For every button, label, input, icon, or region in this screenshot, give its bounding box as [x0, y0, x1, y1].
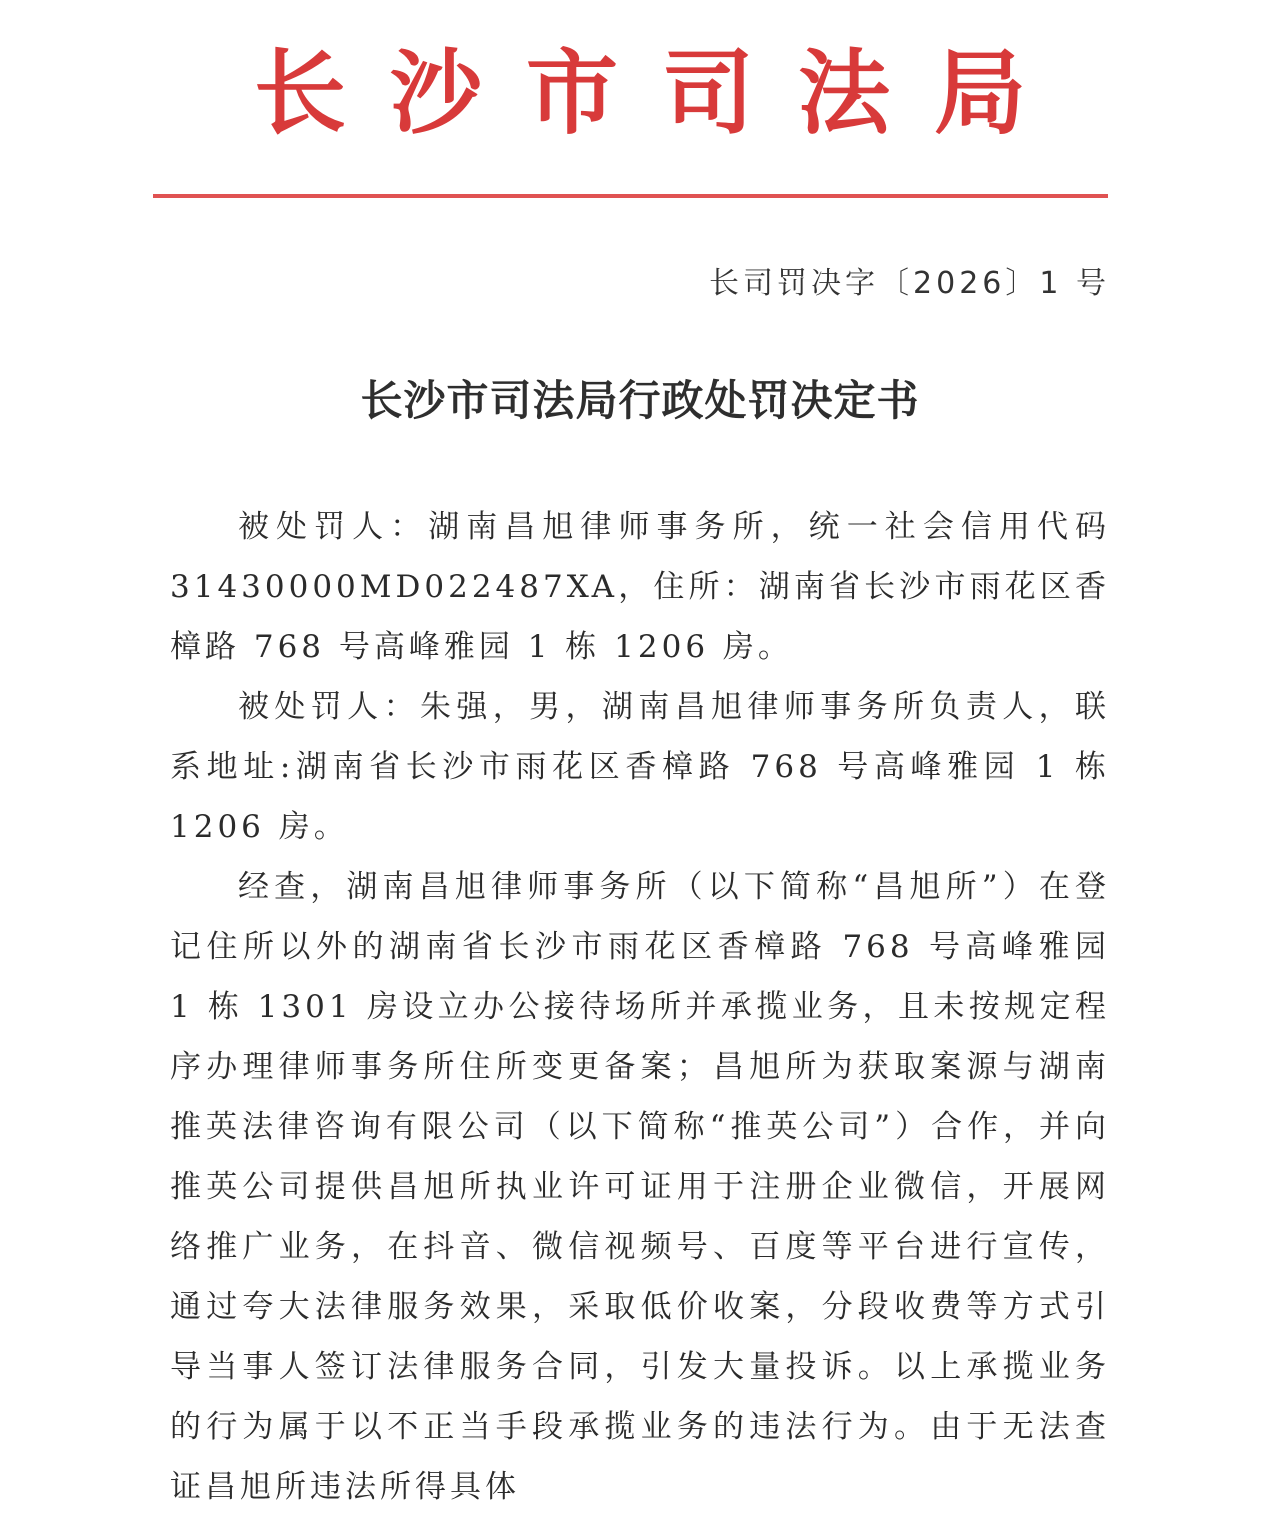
org-letterhead: 长沙市司法局 [253, 39, 1070, 147]
letterhead-red-rule [153, 194, 1108, 198]
document-body [170, 497, 1110, 1517]
paragraph-penalized-person: 被处罚人：朱强，男，湖南昌旭律师事务所负责人，联系地址:湖南省长沙市雨花区香樟路 768 号高峰雅园 1 栋 1206 房。 [170, 689, 1110, 845]
document-title: 长沙市司法局行政处罚决定书 [360, 376, 920, 425]
paragraph-findings: 经查，湖南昌旭律师事务所（以下简称“昌旭所”）在登记住所以外的湖南省长沙市雨花区香樟路 768 号高峰雅园 1 栋 1301 房设立办公接待场所并承揽业务，且未按规定程序办理律师事务所住所变更备案；昌旭所为获取案源与湖南推英法律咨询有限公司（以下简称“推英公司”）合作，并向推英公司提供昌旭所执业许可证用于注册企业微信，开展网络推广业务，在抖音、微信视频号、百度等平台进行宣传，通过夸大法律服务效果，采取低价收案，分段收费等方式引导当事人签订法律服务合同，引发大量投诉。以上承揽业务的行为属于以不正当手段承揽业务的违法行为。由于无法查证昌旭所违法所得具体 [170, 869, 1110, 1505]
document-number: 长司罚决字〔2026〕1 号 [709, 266, 1110, 301]
paragraph-penalized-firm: 被处罚人：湖南昌旭律师事务所，统一社会信用代码31430000MD022487XA，住所：湖南省长沙市雨花区香樟路 768 号高峰雅园 1 栋 1206 房。 [170, 509, 1110, 665]
